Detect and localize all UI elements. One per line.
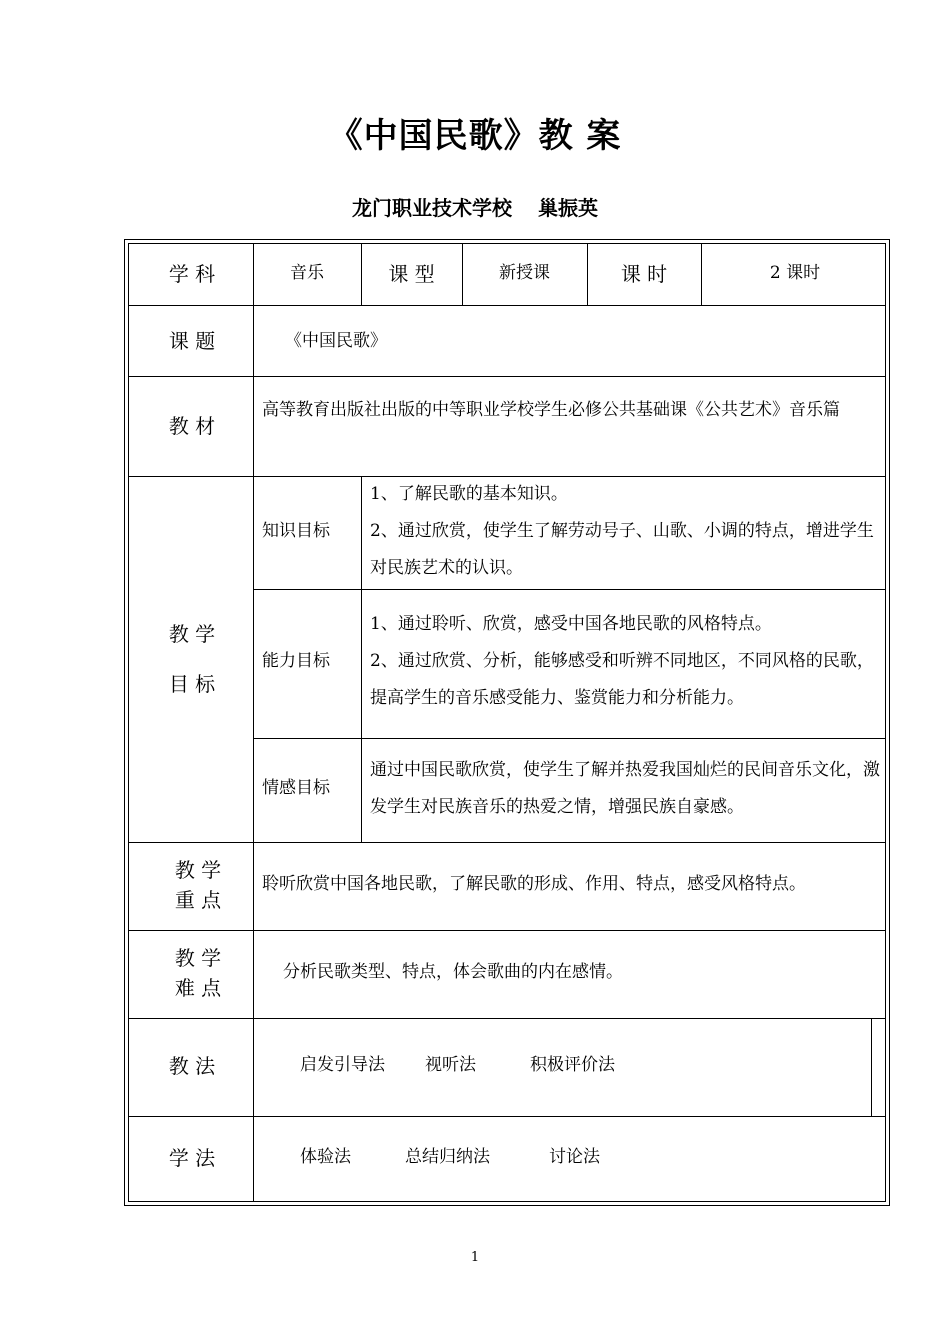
ability-line1: 1、通过聆听、欣赏，感受中国各地民歌的风格特点。	[370, 614, 772, 634]
method-item-3: 积极评价法	[530, 1055, 615, 1075]
goals-label-line2: 目 标	[168, 672, 216, 696]
learn-item-1: 体验法	[300, 1147, 351, 1167]
knowledge-line1: 1、了解民歌的基本知识。	[370, 484, 568, 504]
textbook-value: 高等教育出版社出版的中等职业学校学生必修公共基础课《公共艺术》音乐篇	[262, 400, 840, 420]
document-subtitle	[0, 192, 950, 221]
hours-value: 2 课时	[769, 263, 821, 283]
type-value: 新授课	[499, 263, 550, 283]
difficulty-label-line1: 教 学	[174, 946, 222, 970]
textbook-label: 教 材	[168, 414, 216, 438]
difficulty-label-line2: 难 点	[174, 976, 222, 1000]
school-name: 龙门职业技术学校	[352, 196, 512, 220]
knowledge-label: 知识目标	[262, 521, 330, 541]
learn-label: 学 法	[168, 1146, 216, 1170]
method-item-2: 视听法	[425, 1055, 476, 1075]
difficulty-value: 分析民歌类型、特点，体会歌曲的内在感情。	[283, 962, 623, 982]
learn-item-3: 讨论法	[549, 1147, 600, 1167]
hours-label: 课 时	[620, 262, 668, 286]
method-item-1: 启发引导法	[300, 1055, 385, 1075]
page-number: 1	[470, 1250, 480, 1265]
learn-item-2: 总结归纳法	[405, 1147, 490, 1167]
ability-line2: 2、通过欣赏、分析，能够感受和听辨不同地区，不同风格的民歌，提高学生的音乐感受能力、鉴赏能力和分析能力。	[370, 651, 874, 708]
topic-label: 课 题	[168, 329, 216, 353]
subject-value: 音乐	[290, 263, 324, 283]
type-label: 课 型	[388, 262, 435, 286]
key-label-line2: 重 点	[174, 888, 222, 912]
method-label: 教 法	[168, 1054, 216, 1078]
key-label-line1: 教 学	[174, 858, 222, 882]
key-value: 聆听欣赏中国各地民歌，了解民歌的形成、作用、特点，感受风格特点。	[262, 874, 806, 894]
emotion-text: 通过中国民歌欣赏，使学生了解并热爱我国灿烂的民间音乐文化，激发学生对民族音乐的热爱之情，增强民族自豪感。	[370, 760, 880, 817]
goals-label-line1: 教 学	[168, 622, 216, 646]
subject-label: 学 科	[168, 262, 216, 286]
emotion-label: 情感目标	[262, 778, 330, 798]
knowledge-line2: 2、通过欣赏，使学生了解劳动号子、山歌、小调的特点，增进学生对民族艺术的认识。	[370, 521, 874, 578]
topic-value: 《中国民歌》	[285, 331, 387, 351]
author-name: 巢振英	[538, 196, 598, 220]
document-title: 《中国民歌》教 案	[328, 116, 622, 156]
ability-label: 能力目标	[262, 651, 330, 671]
